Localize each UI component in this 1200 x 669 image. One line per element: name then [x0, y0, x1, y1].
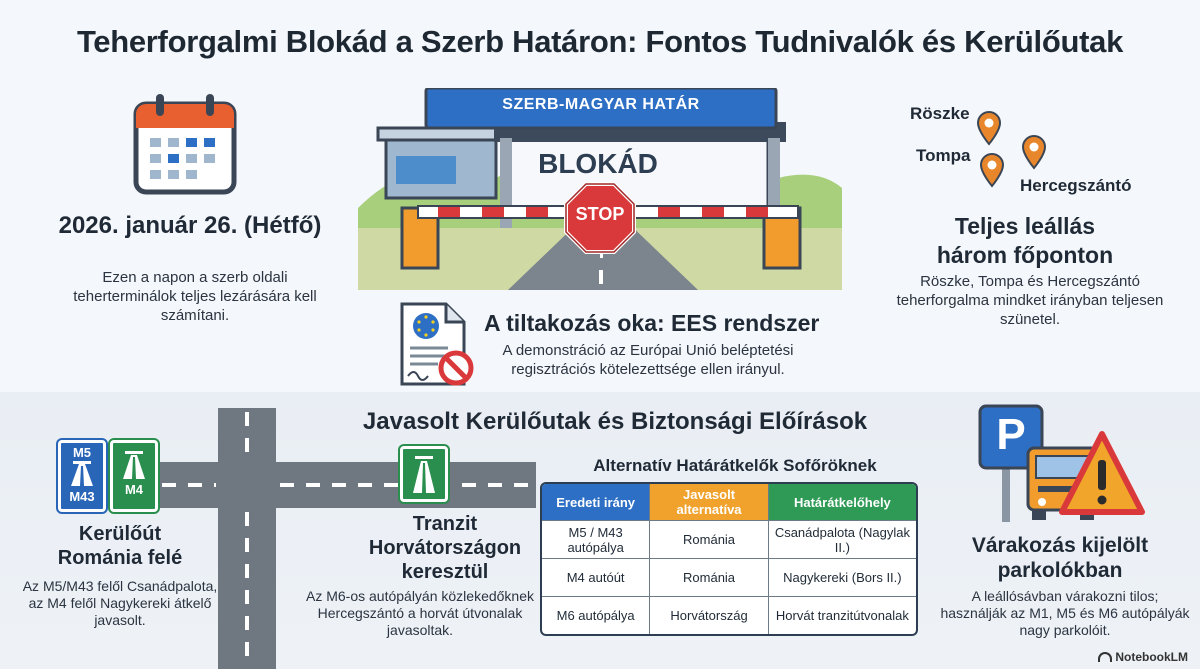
sign-label-m5: M5 — [72, 445, 92, 460]
parking-description: A leállósávban várakozni tilos; használják az M1, M5 és M6 autópályák nagy parkolóit. — [940, 588, 1190, 638]
croatia-heading-line1: Tranzit — [412, 513, 478, 535]
stop-sign-text: STOP — [575, 204, 625, 224]
croatia-heading — [335, 512, 555, 584]
table-cell: Nagykereki (Bors II.) — [768, 558, 916, 596]
table-cell: Románia — [649, 558, 768, 596]
shutdown-heading-line2: három főponton — [936, 242, 1114, 268]
border-sign-text: SZERB-MAGYAR HATÁR — [502, 96, 700, 113]
notebooklm-logo-icon — [1098, 652, 1112, 662]
location-label-hercegszanto: Hercegszántó — [1020, 176, 1132, 195]
expressway-sign-m4 — [110, 440, 158, 512]
road-marking — [162, 483, 216, 487]
table-row — [542, 596, 916, 634]
motorway-icon — [67, 460, 97, 486]
road-marking — [245, 412, 249, 458]
column-header-crossing: Határátkelőhely — [768, 484, 916, 520]
date-description: Ezen a napon a szerb oldali teherterminálok teljes lezárására kell számítani. — [73, 269, 317, 324]
location-label-roszke: Röszke — [910, 104, 970, 123]
parking-heading — [950, 533, 1170, 583]
motorway-sign-m5-m43 — [58, 440, 106, 512]
brand-watermark — [1098, 650, 1188, 664]
croatia-heading-line2: Horvátországon — [368, 537, 522, 559]
croatia-description: Az M6-os autópályán közlekedőknek Hercegszántó a horvát útvonalak javasoltak. — [305, 588, 535, 638]
motorway-sign-m6 — [400, 446, 448, 502]
sign-label-m4: M4 — [124, 482, 144, 497]
map-pin-icon — [1020, 134, 1048, 170]
romania-description: Az M5/M43 felől Csanádpalota, az M4 felől Nagykereki átkelő javasolt. — [22, 578, 218, 628]
table-cell: Csanádpalota (Nagylak II.) — [768, 520, 916, 558]
sign-label-m43: M43 — [69, 489, 95, 504]
table-cell: M4 autóút — [542, 558, 649, 596]
expressway-icon — [119, 449, 149, 479]
parking-sign-letter: P — [996, 410, 1026, 459]
alternative-crossings-table — [540, 482, 918, 636]
date-heading: 2026. január 26. (Hétfő) — [58, 212, 322, 239]
border-checkpoint-illustration — [358, 88, 842, 290]
location-label-tompa: Tompa — [916, 146, 971, 165]
shutdown-description: Röszke, Tompa és Hercegszántó teherforgalma mindket irányban teljesen szünetel. — [896, 273, 1164, 328]
column-header-alternative: Javasolt alternatíva — [649, 484, 768, 520]
table-cell: Horvátország — [649, 596, 768, 634]
table-cell: M5 / M43 autópálya — [542, 520, 649, 558]
shutdown-heading — [890, 212, 1160, 270]
map-pin-icon — [978, 152, 1006, 188]
section2-title: Javasolt Kerülőutak és Biztonsági Előírások — [362, 408, 868, 435]
blockade-banner: BLOKÁD — [538, 148, 658, 179]
table-row — [542, 558, 916, 596]
reason-heading: A tiltakozás oka: EES rendszer — [484, 310, 820, 336]
brand-label: NotebookLM — [1115, 650, 1188, 664]
table-cell: Horvát tranzitútvonalak — [768, 596, 916, 634]
map-pin-icon — [975, 110, 1003, 146]
table-title: Alternatív Határátkelők Sofőröknek — [593, 456, 877, 475]
motorway-icon — [409, 455, 439, 493]
road-marking — [245, 512, 249, 666]
table-row — [542, 520, 916, 558]
parking-heading-line1: Várakozás kijelölt — [971, 534, 1149, 557]
parking-heading-line2: parkolókban — [997, 559, 1123, 582]
romania-heading-line2: Románia felé — [57, 547, 183, 569]
romania-heading — [20, 522, 220, 570]
reason-description: A demonstráció az Európai Unió beléptetési regisztrációs kötelezettsége ellen irányul. — [502, 342, 794, 378]
table-header-row — [542, 484, 916, 520]
page-title: Teherforgalmi Blokád a Szerb Határon: Fontos Tudnivalók és Kerülőutak — [76, 24, 1124, 59]
romania-heading-line1: Kerülőút — [78, 523, 162, 545]
croatia-heading-line3: keresztül — [401, 561, 489, 583]
calendar-icon — [130, 92, 240, 197]
table-cell: M6 autópálya — [542, 596, 649, 634]
column-header-original: Eredeti irány — [542, 484, 649, 520]
table-cell: Románia — [649, 520, 768, 558]
shutdown-heading-line1: Teljes leállás — [954, 213, 1096, 239]
